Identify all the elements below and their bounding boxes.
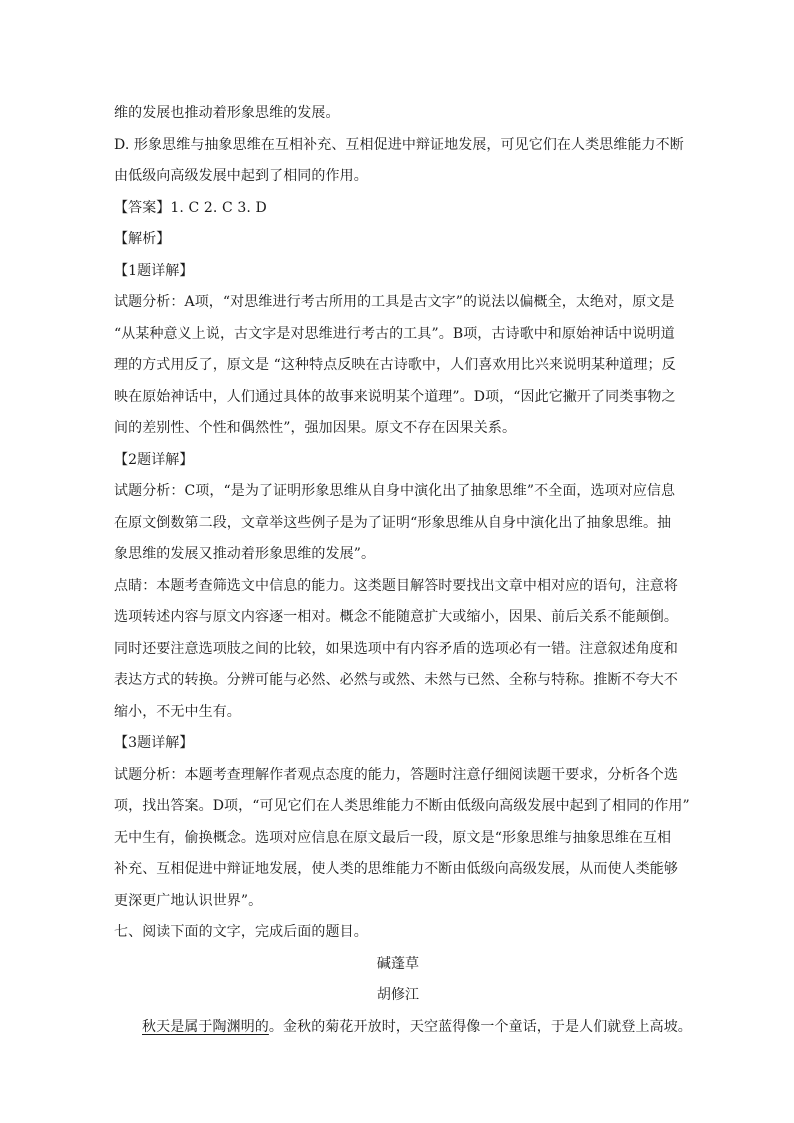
text-line: 间的差别性、个性和偶然性”，强加因果。原文不存在因果关系。 xyxy=(114,420,517,436)
article-author: 胡修江 xyxy=(376,987,420,1003)
text-line: 点睛：本题考查筛选文中信息的能力。这类题目解答时要找出文章中相对应的语句，注意将 xyxy=(114,577,678,594)
article-first-line-rest: 。金秋的菊花开放时，天空蓝得像一个童话，于是人们就登上高坡。 xyxy=(268,1018,692,1035)
underlined-phrase: 秋天是属于陶渊明的 xyxy=(142,1018,269,1035)
q2-heading: 【2题详解】 xyxy=(114,451,194,468)
text-line: 由低级向高级发展中起到了相同的作用。 xyxy=(114,168,368,184)
q3-heading: 【3题详解】 xyxy=(114,735,194,751)
article-title: 碱蓬草 xyxy=(376,955,420,972)
text-line: 试题分析：C项，“是为了证明形象思维从自身中演化出了抽象思维”不全面，选项对应信息 xyxy=(114,483,676,499)
text-line: 维的发展也推动着形象思维的发展。 xyxy=(114,105,340,121)
article-first-line xyxy=(114,1012,692,1044)
text-line: 在原文倒数第二段，文章举这些例子是为了证明“形象思维从自身中演化出了抽象思维。抽 xyxy=(114,514,672,531)
analysis-heading: 【解析】 xyxy=(114,231,171,247)
text-line: 理的方式用反了，原文是 “这种特点反映在古诗歌中，人们喜欢用比兴来说明某种道理；反 xyxy=(114,357,676,373)
text-line: 同时还要注意选项肢之间的比较，如果选项中有内容矛盾的选项必有一错。注意叙述角度和 xyxy=(114,640,678,657)
text-line: 无中生有，偷换概念。选项对应信息在原文最后一段，原文是“形象思维与抽象思维在互相 xyxy=(114,829,672,846)
text-line: “从某种意义上说，古文字是对思维进行考古的工具”。B项，古诗歌中和原始神话中说明道 xyxy=(114,325,675,342)
answer-line: 【答案】1. C 2. C 3. D xyxy=(114,199,267,216)
text-line: 缩小，不无中生有。 xyxy=(114,703,241,720)
text-line: 象思维的发展又推动着形象思维的发展”。 xyxy=(114,546,376,562)
text-line: 选项转述内容与原文内容逐一相对。概念不能随意扩大或缩小，因果、前后关系不能颠倒。 xyxy=(114,609,678,625)
document-page xyxy=(114,98,692,1043)
text-line: 表达方式的转换。分辨可能与必然、必然与或然、未然与已然、全称与特称。推断不夸大不 xyxy=(114,672,678,688)
text-line: 试题分析：A项，“对思维进行考古所用的工具是古文字”的说法以偏概全，太绝对，原文是 xyxy=(114,294,675,310)
option-d-line: D. 形象思维与抽象思维在互相补充、互相促进中辩证地发展，可见它们在人类思维能力不断 xyxy=(114,136,684,153)
text-line: 补充、互相促进中辩证地发展，使人类的思维能力不断由低级向高级发展，从而使人类能够 xyxy=(114,861,678,877)
q1-heading: 【1题详解】 xyxy=(114,262,194,279)
section-seven-heading: 七、阅读下面的文字，完成后面的题目。 xyxy=(114,924,368,940)
text-line: 更深更广地认识世界”。 xyxy=(114,892,263,909)
text-line: 试题分析：本题考查理解作者观点态度的能力，答题时注意仔细阅读题干要求，分析各个选 xyxy=(114,766,678,783)
text-line: 项，找出答案。D项，“可见它们在人类思维能力不断由低级向高级发展中起到了相同的作用” xyxy=(114,798,690,814)
text-line: 映在原始神话中，人们通过具体的故事来说明某个道理”。D项，“因此它撇开了同类事物之 xyxy=(114,388,676,405)
